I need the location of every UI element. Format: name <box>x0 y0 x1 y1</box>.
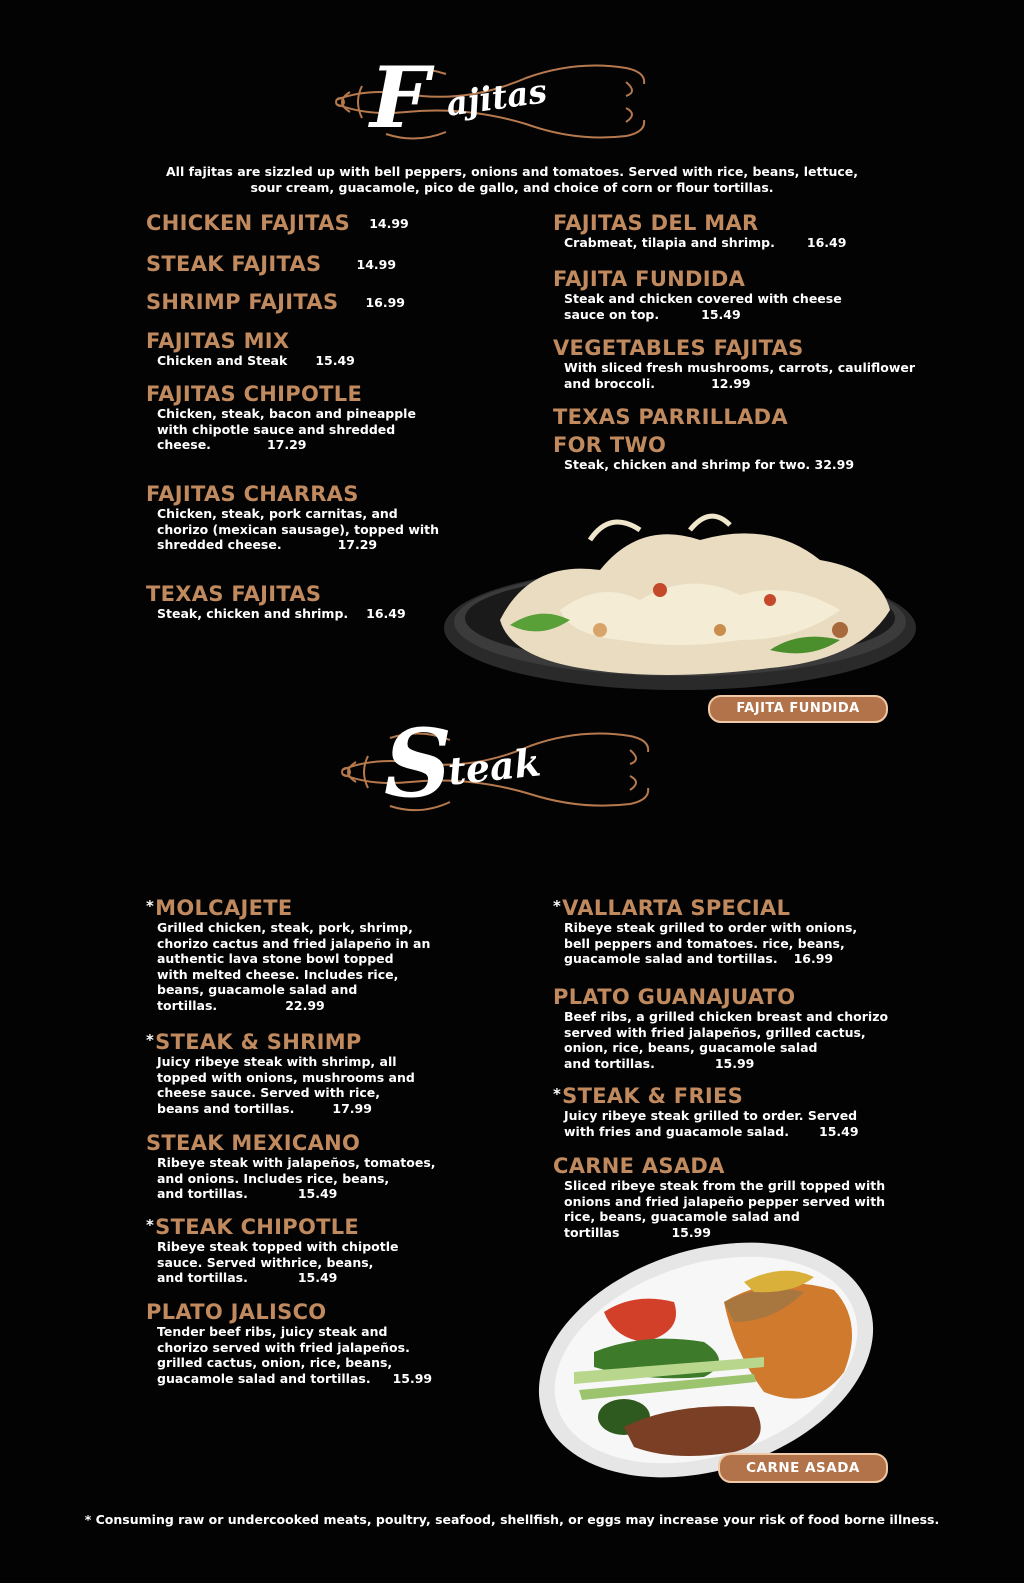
item-description <box>553 1178 885 1240</box>
item-description <box>146 1239 398 1286</box>
item-name-row <box>146 1030 415 1054</box>
item-description <box>146 506 439 553</box>
menu-item <box>146 290 405 314</box>
carne-asada-label: CARNE ASADA <box>718 1453 888 1483</box>
item-desc-text: Juicy ribeye steak with shrimp, all topped with onions, mushrooms and cheese sauce. Served with rice, beans and tortillas. <box>157 1054 415 1116</box>
item-name-line-2: FOR TWO <box>553 433 667 457</box>
item-price: 16.49 <box>806 235 847 250</box>
item-description <box>553 235 846 251</box>
sizzling-skillet-icon <box>440 500 920 710</box>
item-price: 22.99 <box>285 997 325 1013</box>
item-desc-text: Chicken, steak, pork carnitas, and chorizo (mexican sausage), topped with shredded cheese. <box>157 506 440 552</box>
item-description <box>553 1009 888 1071</box>
item-name-row <box>146 1215 398 1239</box>
raw-warning-star: * <box>553 1085 562 1103</box>
item-name: STEAK FAJITAS <box>146 252 322 276</box>
item-price: 17.29 <box>266 437 307 452</box>
fajitas-intro <box>140 164 884 196</box>
item-desc-text: Sliced ribeye steak from the grill topped with onions and fried jalapeño pepper served with rice, beans, guacamole salad and tortillas <box>564 1178 886 1240</box>
menu-item <box>146 382 416 453</box>
steak-banner <box>330 710 660 830</box>
item-description <box>553 1108 859 1139</box>
menu-item <box>146 329 355 369</box>
item-name: FAJITA FUNDIDA <box>553 267 746 291</box>
item-price: 15.49 <box>297 1270 338 1285</box>
item-name: STEAK & FRIES <box>562 1084 744 1108</box>
raw-warning-star: * <box>146 1216 155 1234</box>
raw-warning-star: * <box>146 897 155 915</box>
menu-item <box>553 405 854 473</box>
item-desc-text: Tender beef ribs, juicy steak and chorizo served with fried jalapeños. grilled cactus, onion, rice, beans, guacamole salad and tortillas. <box>157 1324 410 1386</box>
item-name: FAJITAS MIX <box>146 329 290 353</box>
item-desc-text: Chicken and Steak <box>157 353 288 368</box>
item-price: 15.49 <box>701 306 741 322</box>
item-price: 14.99 <box>356 257 397 272</box>
item-name: TEXAS FAJITAS <box>146 582 322 606</box>
menu-item <box>553 1154 885 1240</box>
steak-banner-title: teak <box>445 739 543 794</box>
menu-item <box>553 1084 859 1139</box>
item-description <box>553 291 842 322</box>
item-price: 15.49 <box>315 353 355 368</box>
item-description <box>146 1155 436 1202</box>
raw-food-disclaimer: * Consuming raw or undercooked meats, poultry, seafood, shellfish, or eggs may increase your risk of food borne illness. <box>84 1512 940 1527</box>
item-price: 14.99 <box>369 216 409 231</box>
item-desc-text: Ribeye steak with jalapeños, tomatoes, and onions. Includes rice, beans, and tortillas. <box>157 1155 436 1201</box>
item-price: 15.49 <box>297 1186 338 1201</box>
item-description <box>553 360 915 391</box>
item-price: 12.99 <box>711 375 751 391</box>
item-price: 15.49 <box>819 1123 859 1139</box>
item-name: VEGETABLES FAJITAS <box>553 336 804 360</box>
fajitas-banner <box>326 48 656 162</box>
menu-item <box>146 1030 415 1116</box>
menu-item <box>553 267 842 322</box>
item-price: 32.99 <box>814 457 855 472</box>
item-name: PLATO JALISCO <box>146 1300 327 1324</box>
item-name: STEAK MEXICANO <box>146 1131 361 1155</box>
menu-item <box>146 1131 436 1202</box>
menu-item <box>553 985 888 1071</box>
fajita-fundida-label: FAJITA FUNDIDA <box>708 695 888 723</box>
item-description <box>146 920 430 1013</box>
item-desc-text: Ribeye steak grilled to order with onions, bell peppers and tomatoes. rice, beans, guacamole salad and tortillas. <box>564 920 858 966</box>
item-name: TEXAS PARRILLADA <box>553 405 788 429</box>
fajitas-banner-initial: F <box>370 48 430 147</box>
menu-item <box>553 896 857 967</box>
fajita-fundida-photo <box>440 500 920 710</box>
item-name: FAJITAS CHARRAS <box>146 482 359 506</box>
item-desc-text: Juicy ribeye steak grilled to order. Served with fries and guacamole salad. <box>564 1108 858 1139</box>
item-price: 17.99 <box>332 1100 372 1116</box>
item-description <box>146 606 406 622</box>
item-name-row <box>553 896 857 920</box>
item-name: MOLCAJETE <box>155 896 293 920</box>
item-price: 17.29 <box>337 537 378 552</box>
item-desc-text: Steak and chicken covered with cheese sauce on top. <box>564 291 842 322</box>
item-name-row <box>146 896 430 920</box>
item-name: FAJITAS DEL MAR <box>553 211 759 235</box>
item-price: 15.99 <box>714 1055 755 1071</box>
item-desc-text: Steak, chicken and shrimp for two. <box>564 457 811 472</box>
menu-item <box>146 1215 398 1286</box>
item-description <box>146 406 416 453</box>
menu-item <box>146 482 439 553</box>
item-price: 16.99 <box>365 295 406 310</box>
item-name: CHICKEN FAJITAS <box>146 211 351 235</box>
item-desc-text: Steak, chicken and shrimp. <box>157 606 349 621</box>
steak-banner-initial: S <box>384 709 452 819</box>
item-desc-text: Ribeye steak topped with chipotle sauce. Served withrice, beans, and tortillas. <box>157 1239 399 1285</box>
item-price: 15.99 <box>392 1370 433 1386</box>
fajitas-intro-line-1: All fajitas are sizzled up with bell peppers, onions and tomatoes. Served with rice, beans, lettuce, <box>165 164 859 179</box>
item-desc-text: With sliced fresh mushrooms, carrots, cauliflower and broccoli. <box>564 360 916 391</box>
item-name: SHRIMP FAJITAS <box>146 290 339 314</box>
item-desc-text: Beef ribs, a grilled chicken breast and chorizo served with fried jalapeños, grilled cactus, onion, rice, beans, guacamole salad and tortillas. <box>564 1009 889 1071</box>
item-description <box>553 920 857 967</box>
menu-item <box>553 336 915 391</box>
raw-warning-star: * <box>146 1031 155 1049</box>
menu-item <box>146 211 409 235</box>
menu-item <box>553 211 846 251</box>
item-price: 15.99 <box>671 1224 711 1240</box>
item-desc-text: Grilled chicken, steak, pork, shrimp, chorizo cactus and fried jalapeño in an authentic lava stone bowl topped with melted cheese. Includes rice, beans, guacamole salad and tortillas. <box>157 920 431 1013</box>
item-description <box>146 1054 415 1116</box>
item-name-row <box>553 1084 859 1108</box>
item-name: STEAK & SHRIMP <box>155 1030 362 1054</box>
item-name: STEAK CHIPOTLE <box>155 1215 360 1239</box>
raw-warning-star: * <box>553 897 562 915</box>
item-price: 16.99 <box>793 951 834 966</box>
menu-item <box>146 896 430 1013</box>
item-name: VALLARTA SPECIAL <box>562 896 791 920</box>
fajitas-banner-title: ajitas <box>443 71 550 124</box>
menu-item <box>146 252 396 276</box>
item-description <box>146 353 355 369</box>
item-name: CARNE ASADA <box>553 1154 725 1178</box>
item-name: FAJITAS CHIPOTLE <box>146 382 363 406</box>
item-description <box>146 1324 432 1386</box>
menu-item <box>146 582 406 622</box>
menu-item <box>146 1300 432 1386</box>
item-name: PLATO GUANAJUATO <box>553 985 796 1009</box>
item-desc-text: Crabmeat, tilapia and shrimp. <box>564 235 775 250</box>
item-desc-text: Chicken, steak, bacon and pineapple with chipotle sauce and shredded cheese. <box>157 406 416 452</box>
fajitas-intro-line-2: sour cream, guacamole, pico de gallo, and choice of corn or flour tortillas. <box>250 180 774 195</box>
item-description <box>553 457 854 473</box>
item-price: 16.49 <box>366 606 406 621</box>
